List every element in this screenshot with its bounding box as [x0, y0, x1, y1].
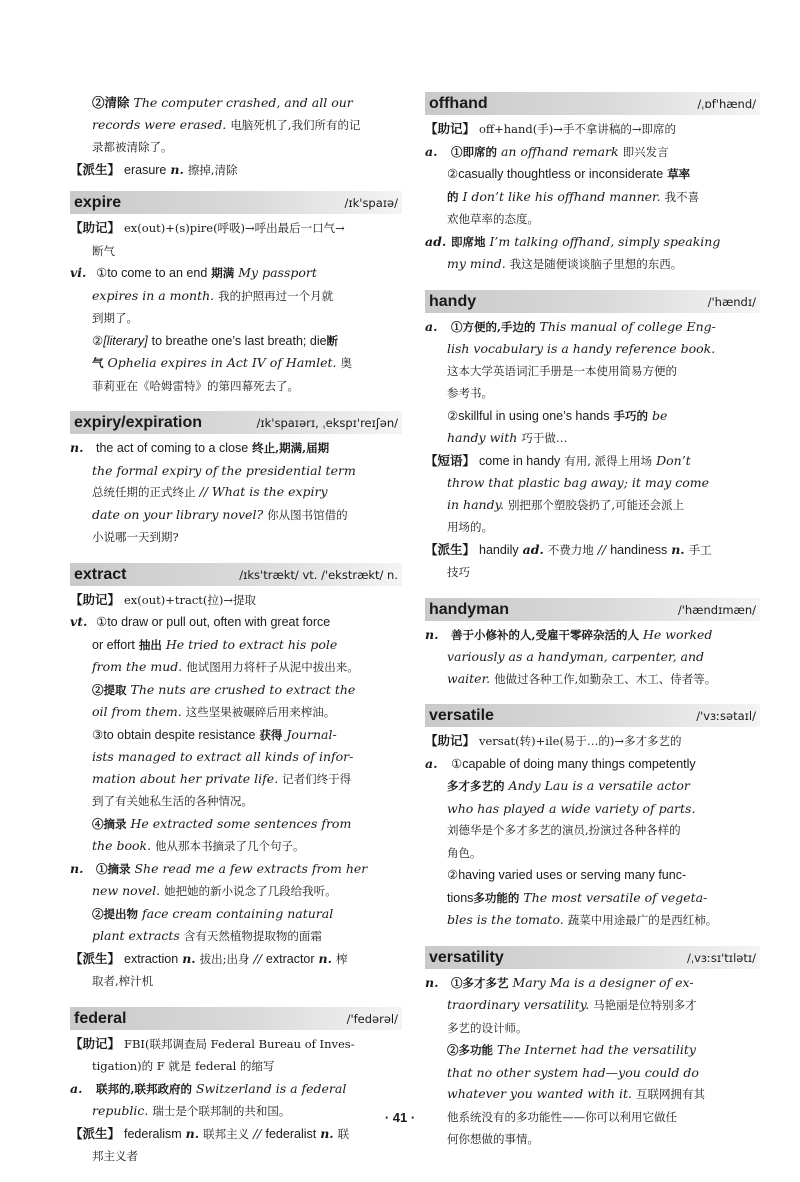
- example-translation: 小说哪一天到期?: [92, 530, 179, 544]
- sense-number: ②: [92, 332, 104, 348]
- mnemonic-tag: 【助记】: [70, 1035, 121, 1051]
- mnemonic-text: tigation)的 F 就是 federal 的缩写: [92, 1059, 275, 1073]
- example: ists managed to extract all kinds of infor-: [92, 749, 354, 764]
- example-translation: 何你想做的事情。: [447, 1132, 539, 1146]
- mnemonic-text: versat(转)+ile(易于…的)→多才多艺的: [479, 734, 682, 748]
- derivative-word: extraction: [124, 951, 179, 966]
- entry-header: [425, 92, 760, 115]
- pronunciation: /ˌvɜːsɪ'tɪlətɪ/: [687, 950, 756, 965]
- example: face cream containing natural: [141, 905, 334, 921]
- example: be: [651, 407, 668, 423]
- example: the formal expiry of the presidential term: [92, 462, 356, 478]
- example: oil from them.: [92, 704, 182, 719]
- sense-line: [70, 526, 402, 549]
- entry-expiry: [70, 411, 402, 549]
- example-translation: 到了有关她私生活的各种情况。: [92, 794, 253, 808]
- example-translation: 记者们终于得: [282, 771, 352, 786]
- sense-line: [70, 262, 402, 285]
- example: She read me a few extracts from her: [134, 860, 368, 876]
- phrase-tag: 【短语】: [425, 452, 476, 468]
- mnemonic-line: [425, 118, 760, 141]
- derivative-word: federalism: [124, 1126, 182, 1141]
- separator: //: [597, 541, 607, 557]
- definition: to obtain despite resistance: [103, 727, 256, 742]
- sense-number: ①: [95, 265, 108, 280]
- entry-federal: [70, 1007, 402, 1168]
- sense-line: [425, 208, 760, 231]
- sense-line: [425, 819, 760, 842]
- sense-line: [70, 504, 402, 527]
- example: who has played a wide variety of parts.: [447, 800, 696, 816]
- example-translation: 电脑死机了,我们所有的记: [230, 117, 361, 132]
- sense-line: [70, 880, 402, 903]
- sense-number: ①方便的,手边的: [450, 319, 536, 334]
- example: The computer crashed, and all our: [133, 95, 353, 110]
- part-of-speech: a.: [425, 755, 438, 771]
- example: an offhand remark: [500, 143, 619, 159]
- definition-translation: 气: [92, 356, 104, 370]
- derivative-tag: 【派生】: [70, 950, 121, 966]
- pronunciation: /'hændɪmæn/: [677, 602, 756, 617]
- part-of-speech: ad.: [425, 233, 447, 249]
- example-translation: 即兴发言: [622, 144, 669, 159]
- derivative-meaning: 技巧: [447, 565, 470, 579]
- definition-translation: 多功能的: [473, 890, 520, 905]
- example: date on your library novel?: [92, 506, 264, 522]
- sense-line: [425, 382, 760, 405]
- example: that no other system had—you could do: [447, 1064, 699, 1080]
- sense-number: ②: [447, 407, 459, 423]
- entry-erase-continued: [70, 92, 402, 181]
- derivative-word: extractor: [265, 951, 315, 966]
- example: new novel.: [92, 883, 161, 898]
- headword: handy: [429, 292, 477, 310]
- part-of-speech: n.: [185, 1125, 200, 1141]
- sense-line: [70, 679, 402, 702]
- example-translation: 互联网拥有其: [635, 1087, 705, 1101]
- sense-line: [70, 858, 402, 881]
- example: He worked: [642, 626, 713, 642]
- definition-translation: 断: [326, 333, 339, 348]
- sense-line: [70, 375, 402, 398]
- example: expires in a month.: [92, 287, 215, 303]
- example-translation: 我不喜: [664, 189, 700, 204]
- example: mation about her private life.: [92, 770, 279, 786]
- example: plant extracts: [92, 928, 180, 943]
- sense-line: [70, 611, 402, 634]
- mnemonic-line: [425, 730, 760, 753]
- separator: //: [253, 1125, 262, 1141]
- definition-translation: 善于小修补的人,受雇干零碎杂活的人: [450, 627, 639, 642]
- definition: or effort: [92, 637, 135, 652]
- right-column: [425, 92, 760, 1165]
- mnemonic-line: [70, 589, 402, 612]
- headword: expire: [74, 194, 122, 211]
- headword: handyman: [429, 600, 510, 618]
- example: whatever you wanted with it.: [447, 1086, 632, 1101]
- example-translation: 蔬菜中用途最广的是西红柿。: [567, 913, 718, 927]
- sense-number: ②提取: [92, 682, 127, 697]
- sense-line: [70, 114, 402, 137]
- sense-number: ②提出物: [92, 906, 138, 921]
- derivative-tag: 【派生】: [70, 161, 121, 177]
- sense-number: ③: [92, 726, 104, 742]
- sense-line: [70, 813, 402, 836]
- phrase-line: [425, 472, 760, 494]
- headword: versatile: [429, 707, 494, 724]
- phrase-line: [425, 494, 760, 517]
- example: lish vocabulary is a handy reference book.: [447, 341, 716, 356]
- definition: casually thoughtless or inconsiderate: [458, 167, 664, 181]
- part-of-speech: n.: [318, 950, 332, 966]
- mnemonic-line: [70, 1033, 402, 1056]
- sense-line: [425, 1128, 760, 1151]
- sense-line: [425, 972, 760, 995]
- example: Mary Ma is a designer of ex-: [512, 974, 694, 990]
- sense-line: [425, 253, 760, 276]
- example-translation: 含有天然植物提取物的面霜: [183, 929, 322, 943]
- example: I’m talking offhand, simply speaking: [489, 233, 721, 249]
- example-translation: 到期了。: [92, 311, 138, 325]
- definition-translation: 期满: [211, 266, 235, 280]
- derivative-word: erasure: [124, 162, 167, 177]
- mnemonic-line: [70, 240, 402, 263]
- mnemonic-line: [70, 217, 402, 240]
- mnemonic-tag: 【助记】: [425, 733, 476, 748]
- definition-translation: 即席地: [450, 234, 486, 249]
- phrase-meaning: 有用, 派得上用场: [564, 453, 653, 468]
- part-of-speech: vt.: [70, 614, 88, 629]
- sense-line: [425, 646, 760, 668]
- sense-line: [425, 994, 760, 1017]
- mnemonic-text: off+hand(手)→手不拿讲稿的→即席的: [479, 122, 677, 136]
- sense-line: [425, 842, 760, 865]
- derivative-tag: 【派生】: [425, 541, 476, 557]
- mnemonic-tag: 【助记】: [425, 121, 476, 136]
- example: Switzerland is a federal: [195, 1080, 347, 1096]
- example-translation: 他做过各种工作,如勤杂工、木工、侍者等。: [494, 671, 717, 686]
- pronunciation: /ɪk'spaɪə/: [344, 196, 398, 210]
- definition: to draw or pull out, often with great force: [107, 615, 331, 629]
- derivative-meaning: 联: [337, 1126, 350, 1141]
- left-column: [70, 92, 402, 1182]
- example-translation: 这本大学英语词汇手册是一本使用简易方便的: [447, 363, 677, 378]
- entry-header: [425, 704, 760, 727]
- page-number: · 41 ·: [384, 1110, 416, 1125]
- example: in handy.: [447, 496, 504, 512]
- part-of-speech: n.: [671, 541, 685, 557]
- example: from the mud.: [92, 659, 183, 674]
- derivative-meaning: 不费力地: [547, 542, 594, 557]
- definition-translation: 草率: [667, 167, 691, 181]
- example: The nuts are crushed to extract the: [130, 681, 356, 697]
- definition: skillful in using one’s hands: [458, 408, 610, 423]
- sense-line: [425, 338, 760, 360]
- headword: expiry/expiration: [74, 414, 203, 431]
- sense-number: ②多功能: [447, 1043, 493, 1057]
- mnemonic-text: 断气: [92, 243, 115, 258]
- entry-header: [425, 946, 760, 969]
- headword: extract: [74, 565, 127, 583]
- part-of-speech: n.: [70, 860, 84, 876]
- example-translation: 奥: [340, 356, 353, 370]
- definition: tions: [447, 890, 474, 905]
- example: republic.: [92, 1103, 149, 1118]
- entry-offhand: [425, 92, 760, 276]
- sense-line: [70, 925, 402, 948]
- register-label: [literary]: [103, 333, 148, 348]
- sense-line: [425, 231, 760, 254]
- part-of-speech: n.: [182, 950, 196, 966]
- sense-line: [425, 163, 760, 186]
- sense-line: [70, 330, 402, 353]
- derivative-line: [70, 159, 402, 182]
- sense-line: [70, 903, 402, 926]
- mnemonic-tag: 【助记】: [70, 591, 121, 607]
- sense-number: ①多才多艺: [450, 975, 509, 990]
- example: He extracted some sentences from: [130, 815, 352, 831]
- example-translation: 用场的。: [447, 520, 493, 534]
- pronunciation: /ˌɒf'hænd/: [697, 97, 756, 111]
- sense-line: [70, 481, 402, 504]
- sense-line: [70, 460, 402, 482]
- pronunciation: /ɪk'spaɪərɪ, ˌekspɪ'reɪʃən/: [256, 416, 398, 430]
- definition-translation: 联邦的,联邦政府的: [95, 1081, 192, 1096]
- part-of-speech: n.: [170, 161, 184, 177]
- sense-line: [425, 887, 760, 910]
- example: handy with: [447, 430, 518, 445]
- example: records were erased.: [92, 116, 227, 132]
- derivative-word: handiness: [610, 542, 668, 557]
- example-translation: 角色。: [447, 845, 482, 860]
- sense-line: [425, 360, 760, 383]
- sense-number: ②清除: [92, 95, 130, 110]
- entry-header: [70, 411, 402, 434]
- derivative-line: [425, 561, 760, 584]
- example-translation: 瑞士是个联邦制的共和国。: [152, 1104, 291, 1118]
- sense-line: [70, 1078, 402, 1101]
- sense-line: [425, 186, 760, 209]
- sense-line: [425, 1062, 760, 1084]
- sense-line: [70, 136, 402, 159]
- entry-header: [70, 191, 402, 214]
- part-of-speech: vi.: [70, 265, 87, 280]
- part-of-speech: a.: [425, 143, 438, 159]
- entry-handyman: [425, 598, 760, 691]
- sense-line: [70, 790, 402, 813]
- sense-line: [70, 285, 402, 308]
- definition-translation: 的: [447, 189, 459, 204]
- example: He tried to extract his pole: [165, 636, 338, 652]
- part-of-speech: a.: [70, 1080, 83, 1096]
- sense-line: [70, 634, 402, 657]
- derivative-meaning: 邦主义者: [92, 1149, 138, 1163]
- sense-line: [70, 307, 402, 330]
- sense-number: ①摘录: [95, 861, 131, 876]
- example: I don’t like his offhand manner.: [462, 188, 661, 204]
- definition: the act of coming to a close: [95, 441, 249, 455]
- example-translation: 他系统没有的多功能性——你可以利用它做任: [447, 1109, 677, 1124]
- example: Journal-: [286, 726, 337, 742]
- mnemonic-text: FBI(联邦调查局 Federal Bureau of Inves-: [124, 1036, 355, 1051]
- mnemonic-line: [70, 1055, 402, 1078]
- example-translation: 参考书。: [447, 386, 493, 400]
- entry-versatile: [425, 704, 760, 932]
- sense-line: [70, 746, 402, 768]
- sense-line: [425, 1017, 760, 1040]
- definition: having varied uses or serving many func-: [458, 868, 687, 882]
- example: the book.: [92, 838, 152, 853]
- definition-translation: 手巧的: [613, 408, 648, 423]
- example-translation: 录都被清除了。: [92, 140, 173, 154]
- example-translation: 你从图书馆借的: [267, 507, 348, 522]
- entry-header: [425, 290, 760, 313]
- example: The most versatile of vegeta-: [523, 889, 708, 905]
- example-translation: 他从那本书摘录了几个句子。: [155, 839, 305, 853]
- example-translation: 巧于做…: [521, 431, 568, 445]
- example-translation: 马艳丽是位特别多才: [593, 998, 697, 1012]
- example: traordinary versatility.: [447, 997, 590, 1012]
- example: my mind.: [447, 256, 506, 271]
- example: This manual of college Eng-: [539, 318, 716, 334]
- example-translation: 她把她的新小说念了几段给我听。: [164, 884, 337, 898]
- derivative-line: [70, 970, 402, 993]
- example: The Internet had the versatility: [496, 1042, 696, 1057]
- example: waiter.: [447, 670, 491, 686]
- pronunciation: /'fedərəl/: [346, 1011, 398, 1026]
- definition-translation: 多才多艺的: [447, 779, 505, 793]
- mnemonic-tag: 【助记】: [70, 220, 121, 235]
- derivative-line: [70, 948, 402, 971]
- phrase: come in handy: [479, 453, 561, 468]
- headword: versatility: [429, 948, 504, 966]
- phrase-line: [425, 450, 760, 473]
- example: Don’t: [656, 452, 691, 468]
- example-translation: 我这是随便谈谈脑子里想的东西。: [509, 257, 683, 271]
- derivative-word: handily: [479, 542, 519, 557]
- sense-line: [425, 405, 760, 428]
- sense-line: [425, 1039, 760, 1062]
- sense-line: [70, 656, 402, 679]
- derivative-word: federalist: [265, 1126, 317, 1141]
- sense-line: [425, 775, 760, 798]
- part-of-speech: n.: [425, 974, 439, 990]
- headword: federal: [74, 1009, 127, 1027]
- entry-header: [425, 598, 760, 621]
- example: Andy Lau is a versatile actor: [508, 778, 690, 793]
- separator: //: [253, 950, 262, 966]
- phrase-line: [425, 516, 760, 539]
- example-translation: 这些坚果被碾碎后用来榨油。: [185, 705, 336, 719]
- derivative-line: [70, 1145, 402, 1168]
- example-translation: 他试图用力将杆子从泥中拔出来。: [186, 660, 359, 674]
- example: throw that plastic bag away; it may come: [447, 475, 710, 490]
- definition-translation: 获得: [259, 727, 283, 742]
- sense-number: ①: [95, 614, 108, 629]
- definition: to come to an end: [107, 266, 208, 280]
- part-of-speech: n.: [70, 440, 84, 455]
- example-translation: 总统任期的正式终止: [92, 485, 196, 499]
- derivative-meaning: 手工: [688, 542, 712, 557]
- definition: capable of doing many things competently: [462, 756, 696, 771]
- entry-header: [70, 1007, 402, 1030]
- derivative-line: [425, 539, 760, 562]
- part-of-speech: a.: [425, 318, 438, 334]
- entry-extract: [70, 563, 402, 993]
- part-of-speech: ad.: [522, 541, 544, 557]
- mnemonic-text: ex(out)+tract(拉)→提取: [124, 592, 256, 607]
- sense-line: [425, 316, 760, 339]
- sense-line: [70, 92, 402, 114]
- sense-line: [425, 864, 760, 887]
- sense-line: [70, 835, 402, 858]
- example-translation: 我的护照再过一个月就: [218, 288, 334, 303]
- sense-number: ①: [450, 755, 463, 771]
- sense-number: ②: [447, 867, 459, 882]
- sense-line: [425, 1083, 760, 1106]
- pronunciation: /'vɜːsətaɪl/: [696, 709, 756, 723]
- sense-line: [425, 668, 760, 691]
- sense-number: ①即席的: [450, 144, 497, 159]
- sense-line: [70, 724, 402, 747]
- derivative-meaning: 取者,榨汁机: [92, 974, 154, 988]
- definition-translation: 抽出: [138, 637, 162, 652]
- example: Ophelia expires in Act IV of Hamlet.: [107, 355, 337, 370]
- example: bles is the tomato.: [447, 912, 564, 927]
- sense-line: [425, 798, 760, 820]
- derivative-meaning: 擦掉,清除: [187, 162, 238, 177]
- derivative-line: [70, 1123, 402, 1146]
- example-translation: 多艺的设计师。: [447, 1020, 528, 1035]
- sense-line: [425, 909, 760, 932]
- entry-expire: [70, 191, 402, 397]
- entry-handy: [425, 290, 760, 584]
- derivative-tag: 【派生】: [70, 1125, 121, 1141]
- definition: to breathe one’s last breath; die: [151, 333, 327, 348]
- headword: offhand: [429, 95, 488, 112]
- sense-line: [70, 701, 402, 724]
- separator: //: [199, 484, 208, 499]
- entry-header: [70, 563, 402, 586]
- sense-number: ④摘录: [92, 816, 127, 831]
- sense-line: [425, 141, 760, 164]
- example-translation: 欢他草率的态度。: [447, 212, 539, 226]
- sense-line: [425, 624, 760, 647]
- sense-line: [425, 753, 760, 776]
- sense-line: [70, 768, 402, 791]
- sense-line: [425, 427, 760, 450]
- example: variously as a handyman, carpenter, and: [447, 649, 705, 664]
- derivative-meaning: 联邦主义: [203, 1126, 250, 1141]
- pronunciation: /ɪks'trækt/ vt. /'ekstrækt/ n.: [239, 567, 398, 582]
- mnemonic-text: ex(out)+(s)pire(呼吸)→呼出最后一口气→: [124, 221, 345, 235]
- example: My passport: [238, 265, 317, 280]
- example-translation: 菲莉亚在《哈姆雷特》的第四幕死去了。: [92, 378, 299, 393]
- sense-number: ②: [447, 166, 459, 181]
- derivative-meaning: 拔出;出身: [199, 951, 250, 966]
- derivative-meaning: 榨: [335, 951, 348, 966]
- sense-line: [70, 352, 402, 375]
- sense-line: [70, 437, 402, 460]
- definition-translation: 终止,期满,届期: [252, 441, 330, 455]
- pronunciation: /'hændɪ/: [707, 294, 756, 309]
- example-translation: 别把那个塑胶袋扔了,可能还会派上: [507, 497, 685, 512]
- part-of-speech: n.: [320, 1125, 334, 1141]
- example-translation: 刘德华是个多才多艺的演员,扮演过各种各样的: [447, 823, 681, 837]
- example: What is the expiry: [211, 484, 328, 499]
- part-of-speech: n.: [425, 626, 439, 642]
